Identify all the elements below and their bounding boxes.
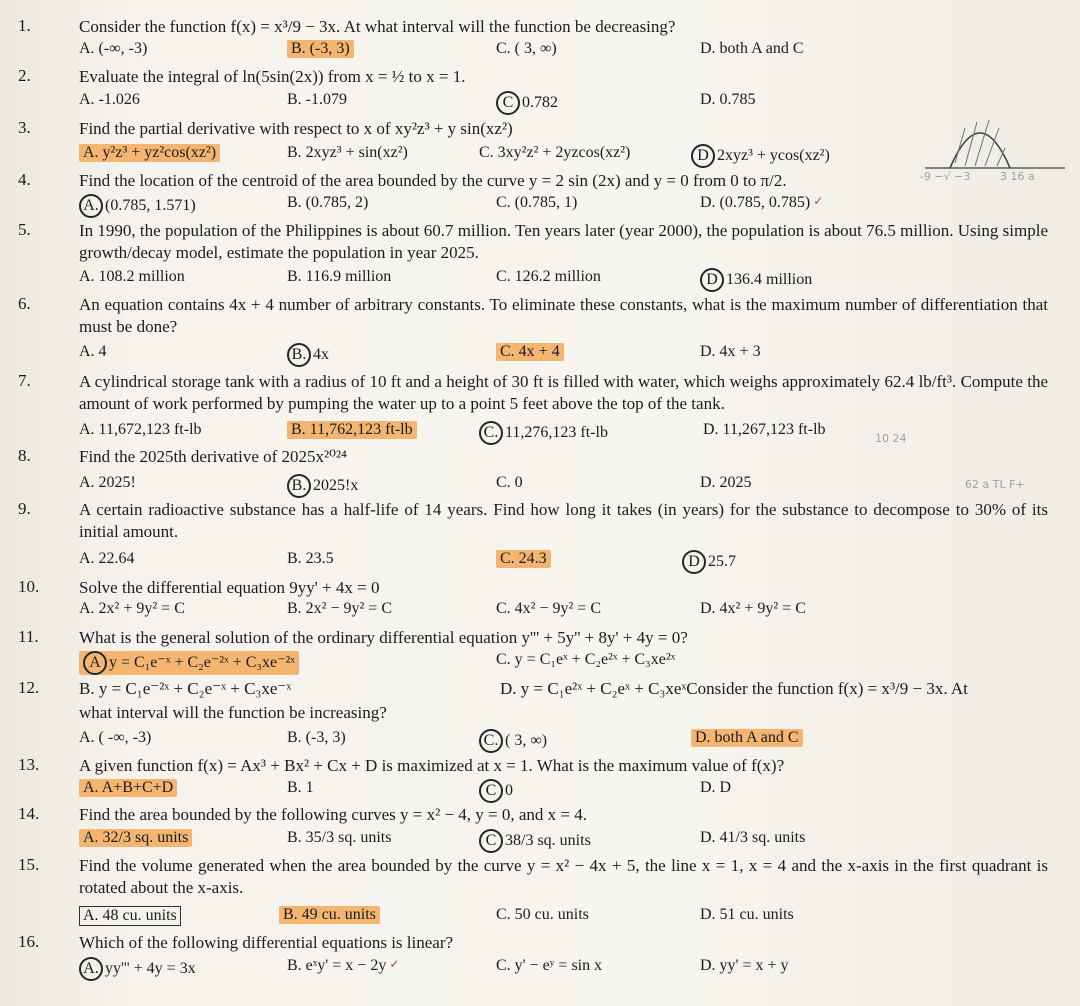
option-a-highlighted[interactable]: A. A+B+C+D bbox=[79, 779, 177, 797]
answer-circle: D bbox=[700, 268, 724, 292]
margin-scribble: 10 24 bbox=[875, 432, 907, 445]
question-text: In 1990, the population of the Philippines is about 60.7 million. Ten years later (year 2000), the population is about 76.5 million. Using simple growth/decay model, estimate the population in year 2025. bbox=[79, 221, 1048, 262]
option-text: 11,276,123 ft-lb bbox=[505, 424, 608, 441]
option-b[interactable]: B. (0.785, 2) bbox=[287, 194, 369, 211]
option-d[interactable]: D. 0.785 bbox=[700, 91, 756, 108]
option-b-line: B. y = C₁e⁻²ˣ + C₂e⁻ˣ + C₃xe⁻ˣ bbox=[79, 679, 292, 698]
question-number: 14. bbox=[18, 804, 40, 823]
option-text: 2025!x bbox=[313, 477, 359, 494]
option-b[interactable]: B. 2xyz³ + sin(xz²) bbox=[287, 144, 408, 161]
option-a-boxed[interactable]: A. 48 cu. units bbox=[79, 906, 181, 926]
question-text: Evaluate the integral of ln(5sin(2x)) from x = ½ to x = 1. bbox=[79, 67, 466, 86]
question-text: A certain radioactive substance has a half-life of 14 years. Find how long it takes (in years) for the substance to decompose to 30% of its initial amount. bbox=[79, 500, 1048, 541]
option-a[interactable]: A. 4 bbox=[79, 343, 107, 360]
option-text: 4x bbox=[313, 346, 329, 363]
option-c-circled[interactable] bbox=[479, 421, 608, 445]
question-number: 8. bbox=[18, 446, 31, 465]
answer-circle: B. bbox=[287, 343, 311, 367]
option-c-circled[interactable] bbox=[479, 779, 513, 803]
option-d[interactable]: D. 4x + 3 bbox=[700, 343, 761, 360]
option-c-highlighted[interactable]: C. 4x + 4 bbox=[496, 343, 564, 361]
question-text: Consider the function f(x) = x³/9 − 3x. At what interval will the function be decreasing? bbox=[79, 17, 676, 36]
option-text: 25.7 bbox=[708, 553, 736, 570]
question-text: Find the location of the centroid of the area bounded by the curve y = 2 sin (2x) and y = 0 from 0 to π/2. bbox=[79, 171, 787, 190]
options-12 bbox=[79, 729, 1060, 751]
option-c[interactable]: C. 50 cu. units bbox=[496, 906, 589, 923]
option-text: y = C₁e⁻ˣ + C₂e⁻²ˣ + C₃xe⁻²ˣ bbox=[109, 654, 295, 671]
option-text: (0.785, 1.571) bbox=[105, 197, 196, 214]
option-a[interactable]: A. 22.64 bbox=[79, 550, 135, 567]
options-4 bbox=[79, 194, 1060, 216]
option-text: 136.4 million bbox=[726, 271, 813, 288]
option-text: 0 bbox=[505, 782, 513, 799]
option-c[interactable]: C. y' − eʸ = sin x bbox=[496, 957, 603, 974]
option-d[interactable]: D. 2025 bbox=[700, 474, 752, 491]
option-d-line: D. y = C₁e²ˣ + C₂eˣ + C₃xeˣConsider the function f(x) = x³/9 − 3x. At bbox=[500, 679, 968, 698]
option-b[interactable] bbox=[287, 957, 399, 975]
option-d[interactable]: D. 4x² + 9y² = C bbox=[700, 600, 806, 617]
option-a-highlighted[interactable]: A. y²z³ + yz²cos(xz²) bbox=[79, 144, 220, 162]
question-text: A cylindrical storage tank with a radius of 10 ft and a height of 30 ft is filled with water, which weighs approximately 62.4 lb/ft³. Compute the amount of work performed by pumping the water up to a point 5 feet above the top of the tank. bbox=[79, 372, 1048, 413]
option-b-circled[interactable] bbox=[287, 474, 358, 498]
question-number: 16. bbox=[18, 932, 40, 951]
question-text: Find the 2025th derivative of 2025x²⁰²⁴ bbox=[79, 447, 347, 466]
question-number: 10. bbox=[18, 577, 40, 596]
option-a[interactable]: A. 11,672,123 ft-lb bbox=[79, 421, 202, 438]
options-15 bbox=[79, 906, 1060, 928]
option-d-circled[interactable] bbox=[700, 268, 812, 292]
options-5 bbox=[79, 268, 1060, 290]
option-a-circled[interactable] bbox=[79, 957, 196, 981]
option-b[interactable]: B. -1.079 bbox=[287, 91, 347, 108]
option-b[interactable]: B. 35/3 sq. units bbox=[287, 829, 392, 846]
option-b-circled[interactable] bbox=[287, 343, 329, 367]
option-a-highlighted[interactable]: A. 32/3 sq. units bbox=[79, 829, 192, 847]
options-13 bbox=[79, 779, 1060, 801]
option-a[interactable]: A. ( -∞, -3) bbox=[79, 729, 152, 746]
answer-circle: C. bbox=[479, 729, 503, 753]
option-d[interactable]: D. D bbox=[700, 779, 732, 796]
option-c[interactable]: C. 126.2 million bbox=[496, 268, 601, 285]
option-d[interactable]: D. 11,267,123 ft-lb bbox=[703, 421, 826, 438]
option-a[interactable]: A. 2025! bbox=[79, 474, 136, 491]
options-7 bbox=[79, 421, 1060, 443]
option-a[interactable]: A. -1.026 bbox=[79, 91, 140, 108]
option-a-circled[interactable] bbox=[79, 194, 196, 218]
answer-circle: C bbox=[496, 91, 520, 115]
check-mark: ✓ bbox=[813, 194, 824, 208]
options-11 bbox=[79, 651, 1060, 673]
option-c[interactable]: C. y = C₁eˣ + C₂e²ˣ + C₃xe²ˣ bbox=[496, 651, 676, 668]
option-b[interactable]: B. 1 bbox=[287, 779, 314, 796]
option-text: B. eˣy' = x − 2y bbox=[287, 957, 387, 974]
option-a[interactable]: A. 108.2 million bbox=[79, 268, 185, 285]
margin-scribble: 3 16 a bbox=[1000, 170, 1035, 183]
option-d-highlighted[interactable]: D. both A and C bbox=[691, 729, 803, 747]
option-c-highlighted[interactable]: C. 24.3 bbox=[496, 550, 551, 568]
question-text: What is the general solution of the ordinary differential equation y''' + 5y'' + 8y' + 4y = 0? bbox=[79, 628, 688, 647]
question-text: An equation contains 4x + 4 number of arbitrary constants. To eliminate these constants, what is the maximum number of differentiation that must be done? bbox=[79, 295, 1048, 336]
question-text: A given function f(x) = Ax³ + Bx² + Cx + D is maximized at x = 1. What is the maximum value of f(x)? bbox=[79, 756, 785, 775]
options-16 bbox=[79, 957, 1060, 979]
option-b[interactable]: B. (-3, 3) bbox=[287, 729, 346, 746]
answer-circle: D bbox=[691, 144, 715, 168]
question-text: Solve the differential equation 9yy' + 4x = 0 bbox=[79, 578, 380, 597]
option-text: 38/3 sq. units bbox=[505, 832, 591, 849]
option-text: 0.782 bbox=[522, 94, 558, 111]
option-b-highlighted[interactable]: B. (-3, 3) bbox=[287, 40, 354, 58]
answer-circle: A bbox=[83, 651, 107, 675]
question-text: what interval will the function be increasing? bbox=[79, 703, 387, 722]
option-d-circled[interactable] bbox=[682, 550, 736, 574]
option-text: 2xyz³ + ycos(xz²) bbox=[717, 147, 830, 164]
options-8 bbox=[79, 474, 1060, 496]
question-number: 12. bbox=[18, 678, 40, 697]
option-c[interactable]: C. (0.785, 1) bbox=[496, 194, 578, 211]
answer-circle: D bbox=[682, 550, 706, 574]
question-number: 9. bbox=[18, 499, 31, 518]
option-a-circled-highlighted[interactable] bbox=[79, 651, 299, 675]
option-text: yy''' + 4y = 3x bbox=[105, 960, 196, 977]
answer-circle: C bbox=[479, 829, 503, 853]
answer-circle: C. bbox=[479, 421, 503, 445]
question-text: Which of the following differential equations is linear? bbox=[79, 933, 454, 952]
answer-circle: C bbox=[479, 779, 503, 803]
option-c-circled[interactable] bbox=[479, 829, 591, 853]
question-number: 6. bbox=[18, 294, 31, 313]
check-mark: ✓ bbox=[389, 957, 400, 971]
options-1 bbox=[79, 40, 1060, 62]
option-d[interactable]: D. both A and C bbox=[700, 40, 804, 57]
option-c[interactable]: C. 0 bbox=[496, 474, 523, 491]
option-d[interactable]: D. 51 cu. units bbox=[700, 906, 794, 923]
question-number: 2. bbox=[18, 66, 31, 85]
option-d[interactable]: D. 41/3 sq. units bbox=[700, 829, 806, 846]
question-number: 1. bbox=[18, 16, 31, 35]
option-b[interactable]: B. 2x² − 9y² = C bbox=[287, 600, 392, 617]
margin-scribble: -9 −√ −3 bbox=[920, 170, 971, 183]
options-14 bbox=[79, 829, 1060, 851]
option-text: D. (0.785, 0.785) bbox=[700, 194, 811, 211]
question-number: 13. bbox=[18, 755, 40, 774]
option-c-circled[interactable] bbox=[496, 91, 558, 115]
question-number: 7. bbox=[18, 371, 31, 390]
question-text: Find the area bounded by the following curves y = x² − 4, y = 0, and x = 4. bbox=[79, 805, 588, 824]
option-text: ( 3, ∞) bbox=[505, 732, 548, 749]
answer-circle: A. bbox=[79, 194, 103, 218]
margin-scribble: 62 a TL F+ bbox=[965, 478, 1025, 491]
answer-circle: A. bbox=[79, 957, 103, 981]
options-9 bbox=[79, 550, 1060, 572]
question-number: 3. bbox=[18, 118, 31, 137]
option-b[interactable]: B. 23.5 bbox=[287, 550, 334, 567]
options-6 bbox=[79, 343, 1060, 365]
option-c[interactable]: C. 4x² − 9y² = C bbox=[496, 600, 601, 617]
question-number: 5. bbox=[18, 220, 31, 239]
option-c[interactable]: C. 3xy²z² + 2yzcos(xz²) bbox=[479, 144, 631, 161]
option-b-highlighted[interactable]: B. 11,762,123 ft-lb bbox=[287, 421, 417, 439]
option-d-circled[interactable] bbox=[691, 144, 830, 168]
option-a[interactable]: A. 2x² + 9y² = C bbox=[79, 600, 185, 617]
option-a[interactable]: A. (-∞, -3) bbox=[79, 40, 148, 57]
question-text: Find the volume generated when the area bounded by the curve y = x² − 4x + 5, the line x = 1, x = 4 and the x-axis in the first quadrant is rotated about the x-axis. bbox=[79, 856, 1048, 897]
option-c-circled[interactable] bbox=[479, 729, 547, 753]
question-text: Find the partial derivative with respect to x of xy²z³ + y sin(xz²) bbox=[79, 119, 513, 138]
option-d[interactable]: D. yy' = x + y bbox=[700, 957, 789, 974]
question-number: 11. bbox=[18, 627, 39, 646]
question-number: 15. bbox=[18, 855, 40, 874]
options-10 bbox=[79, 600, 1060, 622]
option-b-highlighted[interactable]: B. 49 cu. units bbox=[279, 906, 380, 924]
answer-circle: B. bbox=[287, 474, 311, 498]
option-c[interactable]: C. ( 3, ∞) bbox=[496, 40, 557, 57]
option-d[interactable] bbox=[700, 194, 823, 212]
question-number: 4. bbox=[18, 170, 31, 189]
option-b[interactable]: B. 116.9 million bbox=[287, 268, 392, 285]
